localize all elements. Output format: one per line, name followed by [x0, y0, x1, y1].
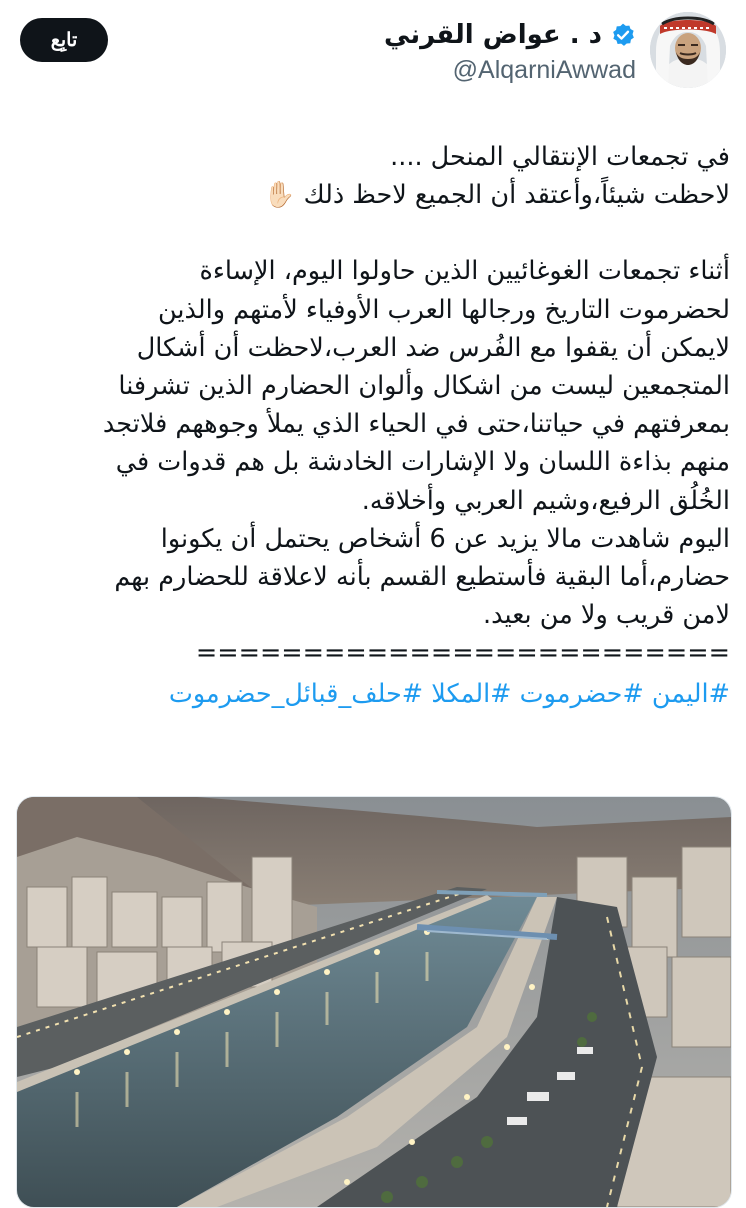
- separator-line: =========================: [195, 638, 730, 669]
- tweet-line: أثناء تجمعات الغوغائيين الذين حاولوا اليوم، الإساءة: [199, 256, 730, 287]
- verified-badge-icon: [610, 22, 636, 48]
- profile-photo-icon: [650, 12, 726, 88]
- tweet-line: الخُلُق الرفيع،وشيم العربي وأخلاقه.: [361, 485, 730, 516]
- hashtag-link[interactable]: #حضرموت: [519, 678, 644, 709]
- tweet-line: حضارم،أما البقية فأستطيع القسم بأنه لاعلاقة للحضارم بهم: [114, 562, 730, 593]
- avatar[interactable]: [650, 12, 726, 88]
- tweet-text: [16, 138, 730, 713]
- tweet-line: لايمكن أن يقفوا مع الفُرس ضد العرب،لاحظت أن أشكال: [136, 332, 730, 363]
- city-river-photo-icon: [17, 797, 731, 1207]
- author-name-row: [384, 20, 636, 50]
- tweet-line: منهم بذاءة اللسان ولا الإشارات الخادشة بل هم قدوات في: [115, 447, 730, 478]
- hashtag-link[interactable]: #اليمن: [651, 678, 730, 709]
- display-name[interactable]: د . عواض القرني: [384, 20, 602, 50]
- tweet-header: [0, 0, 746, 110]
- tweet-line: لحضرموت التاريخ ورجالها العرب الأوفياء لأمتهم والذين: [157, 294, 730, 325]
- author-handle[interactable]: @AlqarniAwwad: [452, 56, 636, 84]
- tweet-media-photo[interactable]: [16, 796, 732, 1208]
- tweet-line: بمعرفتهم في حياتنا،حتى في الحياء الذي يملأ وجوههم فلاتجد: [102, 409, 730, 440]
- tweet-line: في تجمعات الإنتقالي المنحل ....: [390, 142, 730, 172]
- tweet-line: لاحظت شيئاً،وأعتقد أن الجميع لاحظ ذلك ✋🏻: [263, 180, 730, 211]
- tweet-line: اليوم شاهدت مالا يزيد عن 6 أشخاص يحتمل أن يكونوا: [160, 523, 730, 554]
- hashtag-row: [16, 675, 730, 713]
- follow-button[interactable]: تابِع: [20, 18, 108, 62]
- tweet-line: لامن قريب ولا من بعيد.: [483, 600, 730, 631]
- tweet-line: المتجمعين ليست من اشكال وألوان الحضارم الذين تشرفنا: [118, 371, 730, 402]
- hashtag-link[interactable]: #المكلا: [431, 678, 512, 709]
- hashtag-link[interactable]: #حلف_قبائل_حضرموت: [168, 678, 424, 709]
